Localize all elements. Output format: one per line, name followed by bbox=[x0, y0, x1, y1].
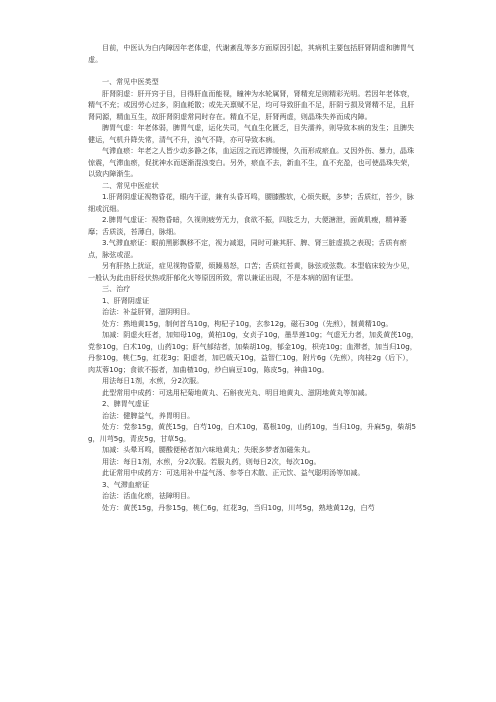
modification-2: 加减：头晕耳鸣，腰酸便秘者加六味地黄丸；失眠多梦者加磁朱丸。 bbox=[102, 445, 315, 454]
paragraph-spleen-stomach: 脾胃气虚：年老体弱，脾胃气虚，运化失司，气血生化匮乏，目失濡养，则导致本病的发生；且脾失健运，气机升降失常，清气不升，浊气不降，亦可导致本病。 bbox=[88, 123, 415, 144]
method-3: 治法：活血化瘀，祛障明目。 bbox=[102, 491, 195, 500]
section-heading-treatment: 三、治疗 bbox=[102, 284, 131, 293]
paragraph-liver-kidney: 肝肾阴虚：肝开窍于目，目得肝血而能视，瞳神为水轮属肾，肾精充足则精彩光明。若因年老体衰，精气不充；或因劳心过多，阴血耗散；或先天禀赋不足，均可导致肝血不足，肝阴亏损及肾精不足，且肝肾同源，精血互生，故肝肾阴虚常同时存在。精血不足，肝肾两虚，则晶珠失养而成内障。 bbox=[88, 88, 415, 121]
symptom-other: 另有肝热上扰证，症见视物昏蒙，烦躁易怒，口苦；舌质红苔黄，脉弦或弦数。本型临床较为少见，一般认为此由肝经伏热或肝郁化火等原因所致，常以兼证出现，不是本病的固有证型。 bbox=[88, 261, 415, 282]
prescription-3: 处方：黄芪15g，丹参15g，桃仁6g，红花3g，当归10g，川芎5g，熟地黄12g，白芍 bbox=[102, 502, 375, 512]
method-2: 治法：健脾益气，养胃明目。 bbox=[102, 410, 195, 420]
intro-paragraph: 目前，中医认为白内障因年老体虚，代谢紊乱等多方面原因引起，其病机主要包括肝肾阴虚和脾胃气虚。 bbox=[88, 43, 415, 64]
patent-medicine-1: 此型常用中成药：可选用杞菊地黄丸、石斛夜光丸、明目地黄丸、滋阴地黄丸等加减。 bbox=[102, 387, 372, 397]
symptom-1: 1.肝肾阴虚证视物昏花，眼内干涩，兼有头昏耳鸣，腰膝酸软，心烦失眠，多梦；舌质红，苔少，脉细或沉细。 bbox=[88, 192, 414, 213]
subheading-spleen-stomach: 2、脾胃气虚证 bbox=[102, 399, 150, 408]
patent-medicine-2: 此证常用中成药方：可选用补中益气汤、参苓白术散、正元饮、益气聪明汤等加减。 bbox=[102, 468, 365, 477]
section-heading-symptoms: 二、常见中医症状 bbox=[102, 180, 159, 190]
section-heading-types: 一、常见中医类型 bbox=[102, 77, 159, 86]
method-1: 治法：补益肝肾，滋阴明目。 bbox=[102, 307, 195, 316]
usage-2: 用法：每日1剂，水煎，分2次服。若服丸药，则每日2次，每次10g。 bbox=[102, 456, 321, 466]
symptom-3: 3.气滞血瘀证：眼前黑影飘移不定，视力减退，同时可兼其肝、脾、肾三脏虚损之表现；舌质有瘀点，脉弦或涩。 bbox=[88, 238, 407, 259]
usage-1: 用法每日1剂，水煎，分2次服。 bbox=[102, 376, 204, 385]
prescription-1: 处方：熟地黄15g，制何首乌10g，枸杞子10g，玄参12g，磁石30g（先煎），制黄精10g。 bbox=[102, 318, 393, 328]
subheading-liver-kidney: 1、肝肾阴虚证 bbox=[102, 295, 150, 305]
document-body bbox=[88, 42, 418, 513]
paragraph-qi-stagnation: 气滞血瘀：年老之人皆少动多静之体，血运因之而迟滞缓慢，久而形成瘀血。又因外伤、暴力，晶珠惊震，气滞血瘀，促扰神水而逐渐混浊变白。另外，瘀血不去，新血不生，血不充盈，也可使晶珠失荣，以致内障渐生。 bbox=[88, 146, 415, 178]
modification-1: 加减：阴虚火旺者，加知母10g，黄柏10g，女贞子10g，墨旱莲10g；气虚无力者，加炙黄芪10g，党参10g，白术10g，山药10g；肝气郁结者，加柴胡10g，郁金10g，枳壳10g；血滞者，加当归10g，丹参10g，桃仁5g，红花3g；阳虚者，加巴戟天10g，益智仁10g，附片6g（先煎），肉桂2g（后下），肉苁蓉10g；食欲不振者，加曲楂10g，炒白扁豆10g，陈皮5g，神曲10g。 bbox=[88, 330, 418, 374]
subheading-qi-stagnation: 3、气滞血瘀证 bbox=[102, 479, 150, 489]
prescription-2: 处方：党参15g，黄芪15g，白芍10g，白术10g，葛根10g，山药10g，当归10g，升麻5g，柴胡5g，川芎5g，青皮5g，甘草5g。 bbox=[88, 422, 416, 443]
symptom-2: 2.脾胃气虚证：视物昏暗，久视则疲劳无力，食欲不振，四肢乏力，大便溏泄，面黄肌瘦，精神萎靡；舌质淡，苔薄白，脉细。 bbox=[88, 215, 407, 236]
